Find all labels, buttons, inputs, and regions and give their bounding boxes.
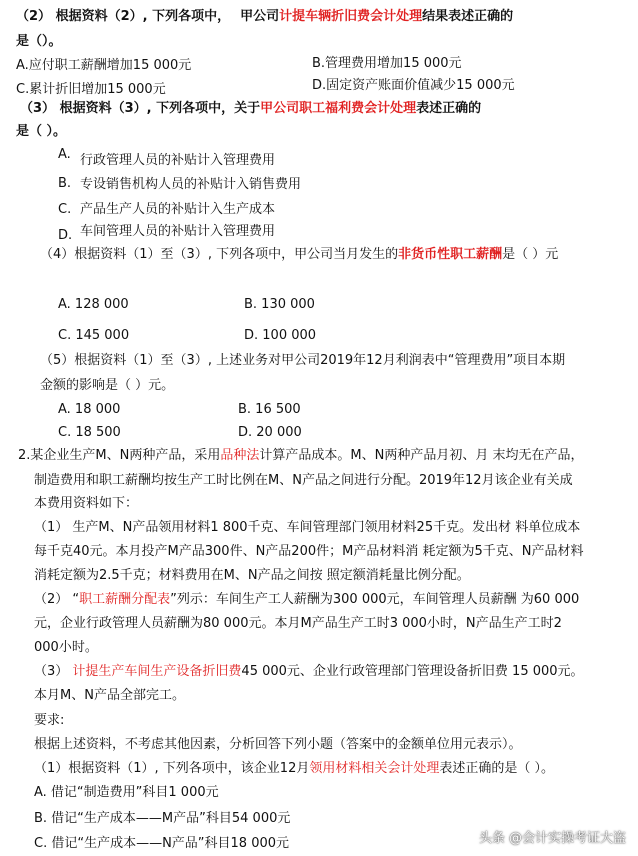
p2-sub1-option-b: B. 借记“生产成本——M产品”科目54 000元 [34, 811, 291, 826]
p2-material2-line2: 元，企业行政管理人员薪酬为80 000元。本月M产品生产工时3 000小时，N产品生产工时2 [34, 616, 562, 631]
p2-material2-part: ”列示：车间生产工人薪酬为300 000元，车间管理人员薪酬 为60 000 [170, 592, 580, 607]
p2-material3-highlight: 计提生产车间生产设备折旧费 [72, 664, 242, 679]
p2-intro-line2: 制造费用和职工薪酬均按生产工时比例在M、N产品之间进行分配。2019年12月该企业有关成 [34, 473, 573, 488]
q4-option-a: A. 128 000 [58, 297, 129, 312]
q5-stem-line1: （5）根据资料（1）至（3）, 上述业务对甲公司2019年12月利润表中“管理费用”项目本期 [40, 353, 566, 368]
p2-material3-line2: 本月M、N产品全部完工。 [34, 688, 185, 703]
q3-option-c-letter: C. [58, 202, 72, 217]
q3-option-b-letter: B. [58, 176, 72, 191]
q3-stem-highlight: 甲公司职工福利费会计处理 [260, 101, 417, 116]
watermark: 头条 @会计实操考证大盗 [478, 831, 626, 846]
p2-sub1-option-a: A. 借记“制造费用”科目1 000元 [34, 785, 219, 800]
q4-stem [40, 246, 558, 264]
q2-option-b: B.管理费用增加15 000元 [312, 56, 462, 71]
q2-stem [16, 8, 513, 26]
q4-stem-part: 是（ ）元 [502, 247, 559, 262]
q3-stem-part: （3） 根据资料（3）, 下列各项中，关于 [20, 101, 261, 116]
q4-option-b: B. 130 000 [244, 297, 315, 312]
q2-stem-part: 结果表述正确的 [422, 9, 514, 24]
p2-intro-part: 2.某企业生产M、N两种产品，采用 [18, 448, 221, 463]
q2-stem-end: 是（）。 [16, 34, 62, 49]
p2-material2-part: （2） “ [34, 592, 80, 607]
p2-material2-highlight: 职工薪酬分配表 [79, 592, 171, 607]
p2-sub1-option-c: C. 借记“生产成本——N产品”科目18 000元 [34, 836, 290, 851]
q3-stem-end: 是（ ）。 [16, 124, 67, 139]
q3-option-a: 行政管理人员的补贴计入管理费用 [80, 153, 276, 168]
p2-material2-line3: 000小时。 [34, 640, 98, 655]
p2-material1-line2: 每千克40元。本月投产M产品300件、N产品200件；M产品材料消 耗定额为5千克、N产品材料 [34, 544, 584, 559]
q2-option-d: D.固定资产账面价值减少15 000元 [312, 78, 515, 93]
p2-material2-line1 [34, 591, 579, 609]
q2-option-c: C.累计折旧增加15 000元 [16, 82, 166, 97]
p2-material3-part: 45 000元、企业行政管理部门管理设备折旧费 15 000元。 [241, 664, 584, 679]
q5-stem-line2: 金额的影响是（ ）元。 [40, 378, 175, 393]
p2-intro-line3: 本费用资料如下： [34, 496, 139, 511]
p2-sub1-highlight: 领用材料相关会计处理 [309, 761, 440, 776]
q4-option-c: C. 145 000 [58, 328, 130, 343]
q3-stem-part: 表述正确的 [416, 101, 482, 116]
q2-option-a: A.应付职工薪酬增加15 000元 [16, 58, 192, 73]
p2-sub1-part: （1）根据资料（1）, 下列各项中，该企业12月 [34, 761, 310, 776]
p2-intro-part: 计算产品成本。M、N两种产品月初、月 末均无在产品， [259, 448, 584, 463]
q5-option-d: D. 20 000 [238, 425, 302, 440]
q2-stem-part: （2） 根据资料（2）, 下列各项中， [16, 9, 231, 24]
q2-stem-highlight: 计提车辆折旧费会计处理 [279, 9, 423, 24]
p2-material3-part: （3） [34, 664, 73, 679]
p2-material3-line1 [34, 663, 584, 681]
q3-option-b: 专设销售机构人员的补贴计入销售费用 [80, 177, 302, 192]
p2-intro-highlight: 品种法 [220, 448, 260, 463]
p2-sub1-part: 表述正确的是（ ）。 [439, 761, 555, 776]
p2-requirement-label: 要求: [34, 713, 65, 728]
q3-stem [20, 100, 481, 118]
q5-option-b: B. 16 500 [238, 402, 301, 417]
q4-option-d: D. 100 000 [244, 328, 317, 343]
q5-option-c: C. 18 500 [58, 425, 121, 440]
q3-option-c: 产品生产人员的补贴计入生产成本 [80, 202, 276, 217]
q2-stem-company: 甲公司 [240, 9, 280, 24]
q4-stem-part: （4）根据资料（1）至（3）, 下列各项中，甲公司当月发生的 [40, 247, 399, 262]
q4-stem-highlight: 非货币性职工薪酬 [398, 247, 503, 262]
p2-sub1-stem [34, 760, 554, 778]
q3-option-d: 车间管理人员的补贴计入管理费用 [80, 224, 276, 239]
q5-option-a: A. 18 000 [58, 402, 121, 417]
q3-option-d-letter: D. [58, 228, 73, 243]
p2-material1-line3: 消耗定额为2.5千克；材料费用在M、N产品之间按 照定额消耗量比例分配。 [34, 568, 470, 583]
q3-option-a-letter: A. [58, 147, 71, 162]
p2-material1-line1: （1） 生产M、N产品领用材料1 800千克、车间管理部门领用材料25千克。发出材 料单位成本 [34, 520, 581, 535]
p2-intro-line1 [18, 447, 583, 465]
p2-requirement-text: 根据上述资料，不考虑其他因素，分析回答下列小题（答案中的金额单位用元表示）。 [34, 737, 522, 752]
